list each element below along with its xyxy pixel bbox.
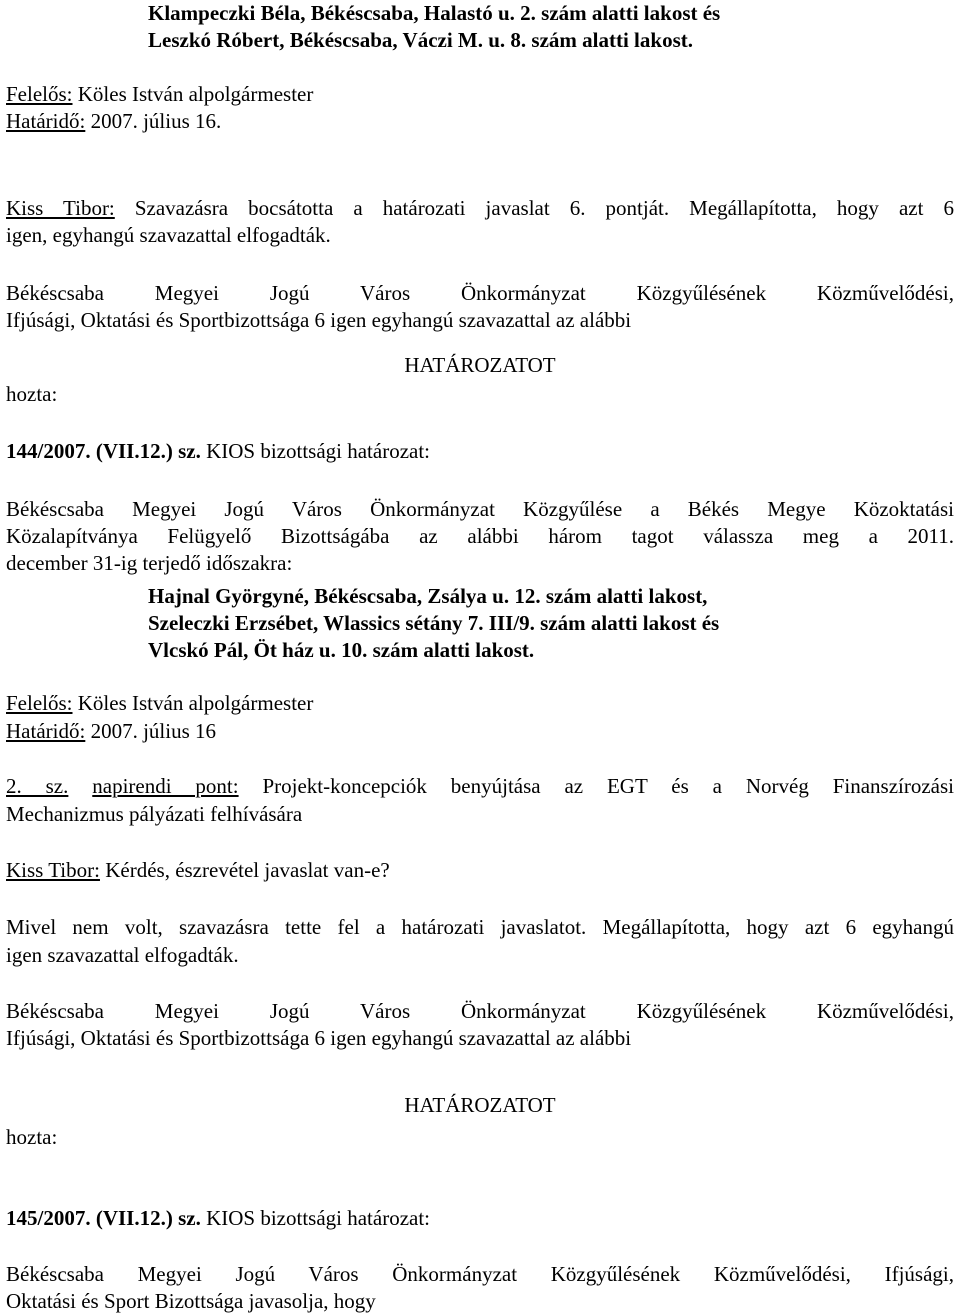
member-3: Vlcskó Pál, Öt ház u. 10. szám alatti lakost. — [148, 638, 535, 662]
member-1: Hajnal Györgyné, Békéscsaba, Zsálya u. 12. szám alatti lakost, — [148, 584, 708, 608]
responsible-label: Felelős: — [6, 82, 73, 106]
deadline-value: 2007. július 16 — [85, 719, 216, 743]
resolution-number: 145/2007. (VII.12.) sz. — [6, 1206, 201, 1230]
vote-line-1: Mivel nem volt, szavazásra tette fel a határozati javaslatot. Megállapította, hogy azt 6 egyhangú — [6, 915, 954, 939]
hozta-1: hozta: — [6, 382, 58, 406]
committee-2-line-2: Ifjúsági, Oktatási és Sportbizottsága 6 igen egyhangú szavazattal az alábbi — [6, 1026, 632, 1050]
agenda-label: napirendi pont: — [92, 774, 239, 798]
resolution-heading-2: HATÁROZATOT — [404, 1093, 556, 1117]
resolution-number: 144/2007. (VII.12.) sz. — [6, 439, 201, 463]
hozta-2: hozta: — [6, 1125, 58, 1149]
committee-1-line-1: Békéscsaba Megyei Jogú Város Önkormányzat Közgyűlésének Közművelődési, — [6, 281, 954, 305]
resolution-144-line-3: december 31-ig terjedő időszakra: — [6, 551, 293, 575]
responsible-label: Felelős: — [6, 691, 73, 715]
committee-2-line-1: Békéscsaba Megyei Jogú Város Önkormányzat Közgyűlésének Közművelődési, — [6, 999, 954, 1023]
deadline-2 — [6, 718, 216, 744]
resolution-144-line-2: Közalapítványa Felügyelő Bizottságába az alábbi három tagot válassza meg a 2011. — [6, 524, 954, 548]
vote-line-2: igen szavazattal elfogadták. — [6, 943, 239, 967]
responsible-2 — [6, 690, 313, 716]
resolution-145-line-1: Békéscsaba Megyei Jogú Város Önkormányzat Közgyűlésének Közművelődési, Ifjúsági, — [6, 1262, 954, 1286]
responsible-1 — [6, 81, 313, 107]
kiss-paragraph-line-1: Kiss Tibor: Szavazásra bocsátotta a határozati javaslat 6. pontját. Megállapította, hogy azt 6 — [6, 196, 954, 220]
deadline-label: Határidő: — [6, 719, 86, 743]
responsible-value: Köles István alpolgármester — [72, 82, 314, 106]
resolution-145-title: 145/2007. (VII.12.) sz. KIOS bizottsági határozat: — [6, 1206, 431, 1230]
deadline-label: Határidő: — [6, 109, 86, 133]
top-line-2: Leszkó Róbert, Békéscsaba, Váczi M. u. 8. szám alatti lakost. — [148, 28, 693, 52]
resolution-145-line-2: Oktatási és Sport Bizottsága javasolja, hogy — [6, 1289, 376, 1313]
deadline-1 — [6, 108, 221, 134]
member-2: Szeleczki Erzsébet, Wlassics sétány 7. III/9. szám alatti lakost és — [148, 611, 720, 635]
kiss-question: Kiss Tibor: Kérdés, észrevétel javaslat van-e? — [6, 858, 390, 882]
kiss-paragraph-line-2: igen, egyhangú szavazattal elfogadták. — [6, 223, 331, 247]
top-line-1: Klampeczki Béla, Békéscsaba, Halastó u. 2. szám alatti lakost és — [148, 1, 721, 25]
resolution-144-line-1: Békéscsaba Megyei Jogú Város Önkormányzat Közgyűlése a Békés Megye Közoktatási — [6, 497, 954, 521]
responsible-value: Köles István alpolgármester — [72, 691, 314, 715]
resolution-heading-1: HATÁROZATOT — [404, 353, 556, 377]
deadline-value: 2007. július 16. — [85, 109, 222, 133]
resolution-144-title: 144/2007. (VII.12.) sz. KIOS bizottsági határozat: — [6, 439, 431, 463]
speaker-label: Kiss Tibor: — [6, 858, 100, 882]
agenda-2-line-1: 2. sz. napirendi pont: Projekt-koncepciók benyújtása az EGT és a Norvég Finanszírozási — [6, 774, 954, 798]
agenda-2-line-2: Mechanizmus pályázati felhívására — [6, 802, 303, 826]
committee-1-line-2: Ifjúsági, Oktatási és Sportbizottsága 6 igen egyhangú szavazattal az alábbi — [6, 308, 632, 332]
speaker-label: Kiss Tibor: — [6, 196, 115, 220]
